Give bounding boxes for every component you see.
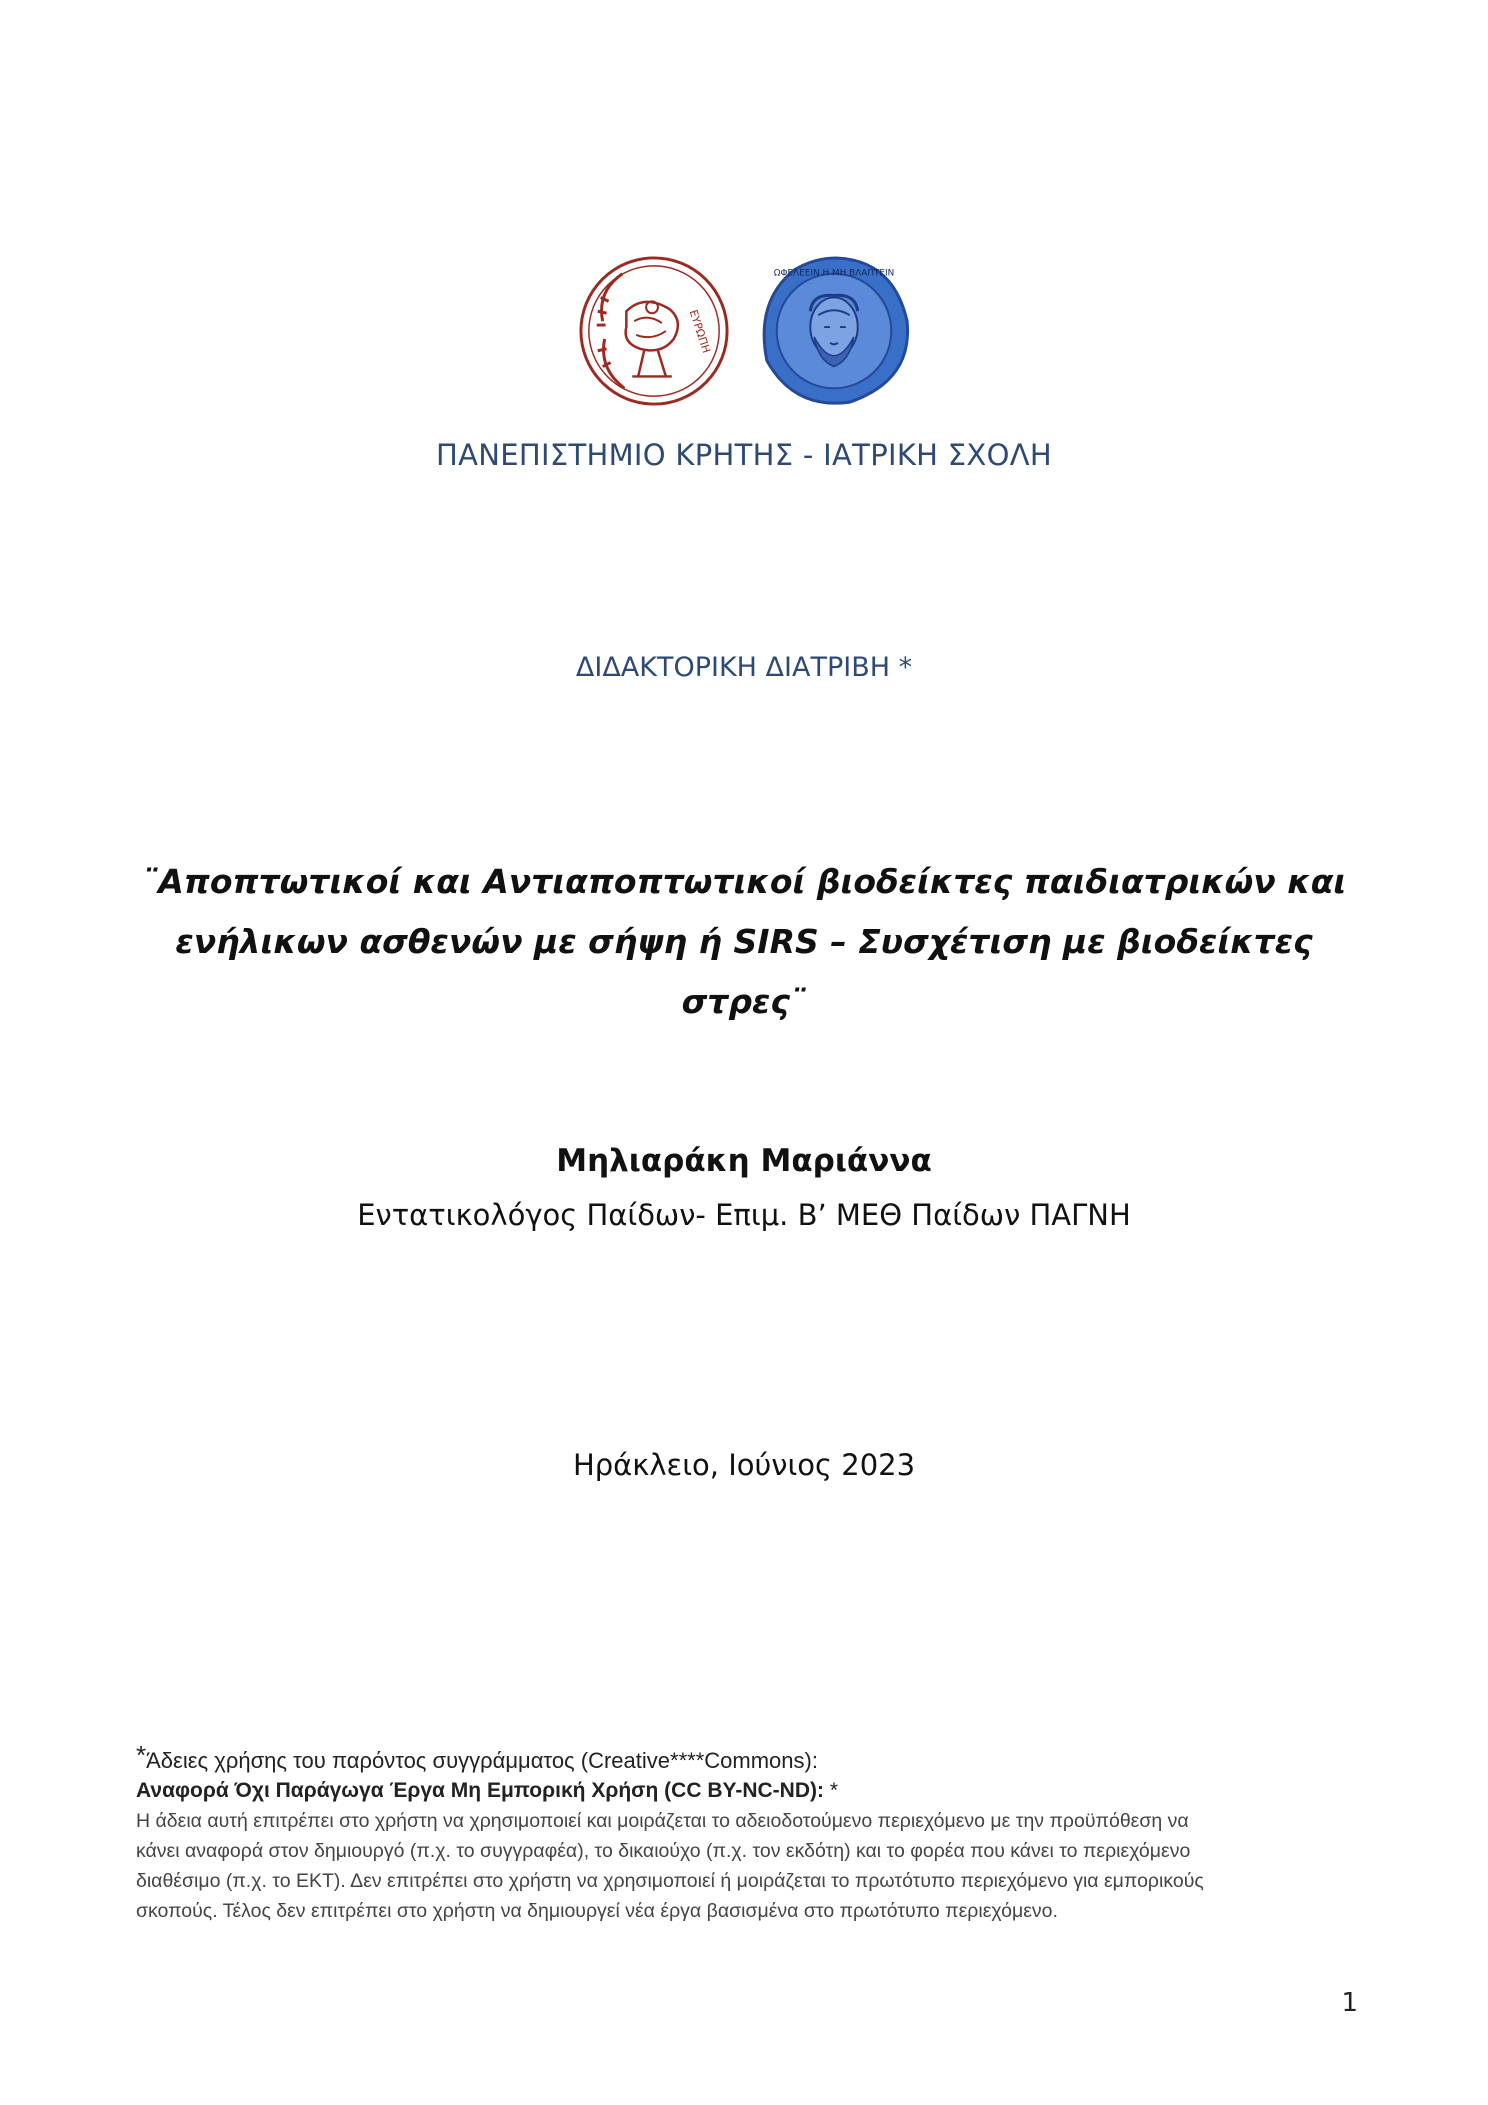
author-name: Μηλιαράκη Μαριάννα xyxy=(556,1143,932,1179)
license-heading-text: Άδειες χρήσης του παρόντος συγγράμματος (Creative****Commons): xyxy=(146,1748,818,1773)
thesis-title-line-2: ενήλικων ασθενών με σήψη ή SIRS – Συσχέτιση με βιοδείκτες στρες¨ xyxy=(175,922,1313,1021)
license-type-asterisk: * xyxy=(823,1779,838,1802)
license-type-text: Αναφορά Όχι Παράγωγα Έργα Μη Εμπορική Χρήση (CC BY-NC-ND): xyxy=(136,1779,824,1802)
license-heading xyxy=(136,1740,1376,1776)
logo-group xyxy=(0,252,1488,410)
medical-school-seal-logo xyxy=(755,252,913,410)
license-star: * xyxy=(136,1740,147,1770)
thesis-title-line-1: ¨Αποπτωτικοί και Αντιαποπτωτικοί βιοδείκτες παιδιατρικών και xyxy=(141,862,1347,901)
university-name: ΠΑΝΕΠΙΣΤΗΜΙΟ ΚΡΗΤΗΣ - ΙΑΤΡΙΚΗ ΣΧΟΛΗ xyxy=(436,438,1052,472)
page-number: 1 xyxy=(1341,1988,1358,2018)
license-body-line: κάνει αναφορά στον δημιουργό (π.χ. το συγγραφέα), το δικαιούχο (π.χ. τον εκδότη) και το φορέα που κάνει το περιεχόμενο xyxy=(136,1840,1191,1862)
left-seal-text: ΕΥΡΩΠΗ xyxy=(686,308,713,355)
license-notice xyxy=(136,1740,1376,1926)
thesis-title xyxy=(120,852,1368,1032)
place-and-date: Ηράκλειο, Ιούνιος 2023 xyxy=(572,1448,916,1482)
right-seal-text: ΩΦΕΛΕΕΙΝ Η ΜΗ ΒΛΑΠΤΕΙΝ xyxy=(773,268,895,279)
university-crete-seal-logo xyxy=(575,252,733,410)
document-type: ΔΙΔΑΚΤΟΡΙΚΗ ΔΙΑΤΡΙΒΗ * xyxy=(575,652,913,683)
license-type xyxy=(136,1776,1376,1806)
license-body-line: Η άδεια αυτή επιτρέπει στο χρήστη να χρησιμοποιεί και μοιράζεται το αδειοδοτούμενο περιεχόμενο με την προϋπόθεση να xyxy=(136,1810,1189,1832)
license-body-line: σκοπούς. Τέλος δεν επιτρέπει στο χρήστη να δημιουργεί νέα έργα βασισμένα στο πρωτότυπο περιεχόμενο. xyxy=(136,1900,1058,1922)
author-affiliation: Εντατικολόγος Παίδων- Επιμ. Β’ ΜΕΘ Παίδων ΠΑΓΝΗ xyxy=(357,1198,1131,1232)
license-body-line: διαθέσιμο (π.χ. το ΕΚΤ). Δεν επιτρέπει στο χρήστη να χρησιμοποιεί ή μοιράζεται το πρωτότυπο περιεχόμενο για εμπορικούς xyxy=(136,1870,1204,1892)
